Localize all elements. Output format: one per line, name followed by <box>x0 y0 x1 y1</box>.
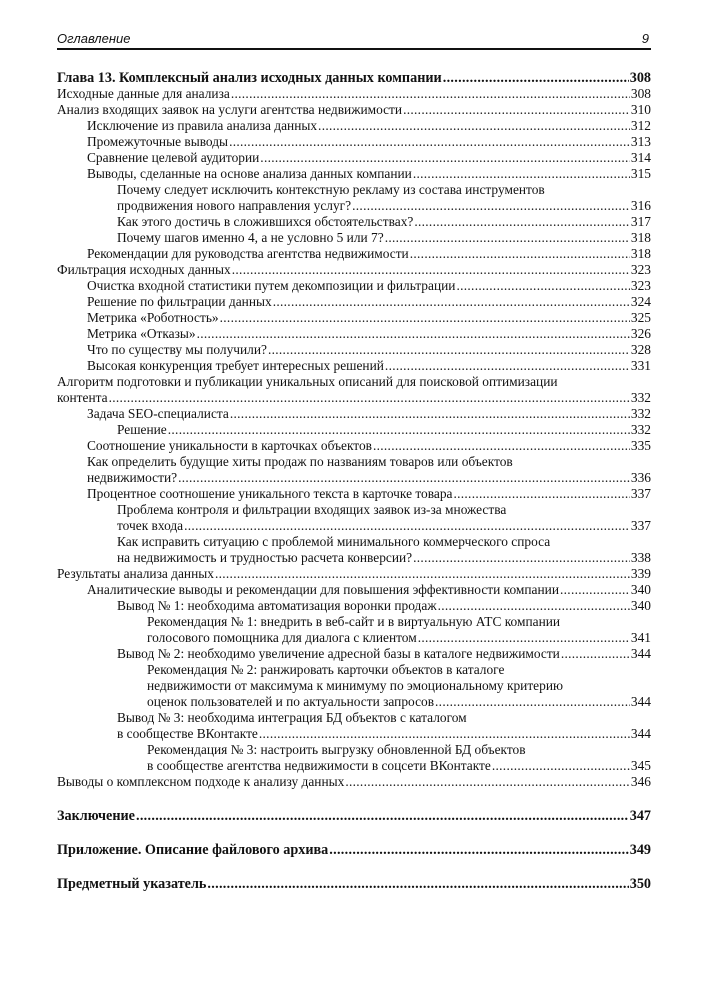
toc-entry-title: Высокая конкуренция требует интересных решений <box>87 358 384 373</box>
dot-leader <box>413 166 630 182</box>
toc-entry-title: на недвижимость и трудностью расчета конверсии? <box>117 550 413 565</box>
toc-entry[interactable] <box>57 582 651 598</box>
dot-leader <box>136 808 629 824</box>
dot-leader <box>456 278 629 294</box>
dot-leader <box>273 294 630 310</box>
toc-page-number: 328 <box>630 342 651 357</box>
dot-leader <box>385 230 630 246</box>
toc-entry-title: голосового помощника для диалога с клиентом <box>147 630 417 645</box>
toc-page-number: 345 <box>630 758 651 773</box>
toc-entry[interactable] <box>57 646 651 662</box>
toc-page-number: 332 <box>630 422 651 437</box>
toc-entry-title: Решение по фильтрации данных <box>87 294 272 309</box>
dot-leader <box>413 550 630 566</box>
dot-leader <box>352 198 630 214</box>
toc-entry[interactable] <box>57 230 651 246</box>
toc-entry-title: Аналитические выводы и рекомендации для повышения эффективности компании <box>87 582 559 597</box>
toc-entry-title: в сообществе ВКонтакте <box>117 726 258 741</box>
toc-page-number: 315 <box>630 166 651 181</box>
toc-page-number: 337 <box>630 518 651 533</box>
toc-entry-title: Предметный указатель <box>57 876 207 892</box>
toc-page-number: 324 <box>630 294 651 309</box>
dot-leader <box>435 694 630 710</box>
toc-entry[interactable] <box>57 486 651 502</box>
toc-entry-title: Метрика «Отказы» <box>87 326 196 341</box>
toc-entry-title: Фильтрация исходных данных <box>57 262 231 277</box>
dot-leader <box>184 518 630 534</box>
dot-leader <box>492 758 630 774</box>
toc-entry[interactable] <box>57 70 651 86</box>
toc-entry[interactable] <box>57 808 651 824</box>
toc-entry-title: Соотношение уникальности в карточках объектов <box>87 438 372 453</box>
toc-entry-title: Метрика «Роботность» <box>87 310 219 325</box>
toc-entry[interactable] <box>57 422 651 438</box>
toc-entry-text-line: Как определить будущие хиты продаж по названиям товаров или объектов <box>87 454 513 469</box>
toc-entry[interactable] <box>57 278 651 294</box>
toc-page-number: 313 <box>630 134 651 149</box>
toc-entry[interactable] <box>57 438 651 454</box>
toc-page-number: 344 <box>630 726 651 741</box>
toc-page-number: 314 <box>630 150 651 165</box>
toc-entry[interactable] <box>57 134 651 150</box>
toc-entry[interactable] <box>57 214 651 230</box>
toc-entry[interactable] <box>57 566 651 582</box>
toc-entry[interactable] <box>57 842 651 858</box>
toc-page-number: 323 <box>630 278 651 293</box>
toc-page-number: 326 <box>630 326 651 341</box>
toc-page-number: 310 <box>630 102 651 117</box>
toc-entry[interactable] <box>57 876 651 892</box>
dot-leader <box>229 134 630 150</box>
toc-entry[interactable] <box>57 86 651 102</box>
toc-page-number: 346 <box>630 774 651 789</box>
toc-entry[interactable] <box>57 246 651 262</box>
toc-page-number: 331 <box>630 358 651 373</box>
dot-leader <box>230 406 630 422</box>
toc-page-number: 340 <box>630 598 651 613</box>
dot-leader <box>418 630 630 646</box>
toc-entry-text-line: недвижимости от максимума к минимуму по эмоциональному критерию <box>147 678 563 693</box>
toc-entry-text-line: Рекомендация № 2: ранжировать карточки объектов в каталоге <box>147 662 505 677</box>
toc-entry[interactable] <box>57 406 651 422</box>
toc-entry-title: Промежуточные выводы <box>87 134 229 149</box>
toc-page-number: 318 <box>630 246 651 261</box>
header-title: Оглавление <box>57 31 131 46</box>
toc-entry-title: Рекомендации для руководства агентства недвижимости <box>87 246 409 261</box>
toc-entry[interactable] <box>57 294 651 310</box>
toc-page-number: 308 <box>630 86 651 101</box>
toc-entry-title: Приложение. Описание файлового архива <box>57 842 329 858</box>
toc-entry[interactable] <box>57 182 651 214</box>
dot-leader <box>232 262 630 278</box>
toc-entry-title: в сообществе агентства недвижимости в соцсети ВКонтакте <box>147 758 491 773</box>
toc-entry-title: Что по существу мы получили? <box>87 342 267 357</box>
toc-entry[interactable] <box>57 342 651 358</box>
toc-page-number: 336 <box>630 470 651 485</box>
dot-leader <box>178 470 630 486</box>
toc-entry-text-line: Рекомендация № 1: внедрить в веб-сайт и в виртуальную АТС компании <box>147 614 561 629</box>
dot-leader <box>268 342 630 358</box>
toc-entry-title: Почему шагов именно 4, а не условно 5 или 7? <box>117 230 384 245</box>
toc-entry[interactable] <box>57 102 651 118</box>
dot-leader <box>207 876 628 892</box>
toc-entry-title: Исключение из правила анализа данных <box>87 118 318 133</box>
toc-entry[interactable] <box>57 454 651 486</box>
toc-page-number: 347 <box>629 808 651 824</box>
toc-entry-title: продвижения нового направления услуг? <box>117 198 352 213</box>
toc-entry[interactable] <box>57 358 651 374</box>
toc-entry[interactable] <box>57 502 651 534</box>
toc-entry-title: контента <box>57 390 108 405</box>
dot-leader <box>168 422 630 438</box>
dot-leader <box>373 438 630 454</box>
toc-entry-title: Выводы, сделанные на основе анализа данных компании <box>87 166 412 181</box>
dot-leader <box>561 646 630 662</box>
toc-entry-text-line: Почему следует исключить контекстную рекламу из состава инструментов <box>117 182 545 197</box>
toc-page-number: 350 <box>629 876 651 892</box>
toc-page-number: 344 <box>630 694 651 709</box>
dot-leader <box>220 310 630 326</box>
dot-leader <box>410 246 630 262</box>
dot-leader <box>318 118 630 134</box>
dot-leader <box>259 726 630 742</box>
toc-entry-title: Очистка входной статистики путем декомпозиции и фильтрации <box>87 278 456 293</box>
toc-entry-title: Вывод № 1: необходима автоматизация воронки продаж <box>117 598 437 613</box>
toc-entry-title: Заключение <box>57 808 135 824</box>
toc-entry[interactable] <box>57 598 651 614</box>
toc-page-number: 325 <box>630 310 651 325</box>
toc-page-number: 339 <box>630 566 651 581</box>
toc-entry-title: недвижимости? <box>87 470 178 485</box>
toc-page-number: 340 <box>630 582 651 597</box>
toc-entry-title: Анализ входящих заявок на услуги агентства недвижимости <box>57 102 403 117</box>
toc-entry[interactable] <box>57 534 651 566</box>
toc-page-number: 318 <box>630 230 651 245</box>
toc-entry[interactable] <box>57 262 651 278</box>
toc-page-number: 341 <box>630 630 651 645</box>
toc-entry-title: Исходные данные для анализа <box>57 86 230 101</box>
toc-entry-title: Результаты анализа данных <box>57 566 214 581</box>
toc-page-number: 338 <box>630 550 651 565</box>
toc-entry-title: Процентное соотношение уникального текста в карточке товара <box>87 486 453 501</box>
toc-page-number: 332 <box>630 390 651 405</box>
table-of-contents <box>57 70 651 892</box>
toc-page-number: 312 <box>630 118 651 133</box>
toc-page-number: 323 <box>630 262 651 277</box>
dot-leader <box>403 102 630 118</box>
toc-entry-title: Сравнение целевой аудитории <box>87 150 260 165</box>
toc-page-number: 344 <box>630 646 651 661</box>
toc-entry[interactable] <box>57 118 651 134</box>
toc-entry-text-line: Проблема контроля и фильтрации входящих заявок из-за множества <box>117 502 507 517</box>
toc-entry[interactable] <box>57 614 651 646</box>
toc-entry[interactable] <box>57 326 651 342</box>
toc-entry-title: Глава 13. Комплексный анализ исходных данных компании <box>57 70 442 86</box>
dot-leader <box>385 358 630 374</box>
toc-page-number: 337 <box>630 486 651 501</box>
toc-entry[interactable] <box>57 742 651 774</box>
toc-entry-text-line: Вывод № 3: необходима интеграция БД объектов с каталогом <box>117 710 467 725</box>
toc-entry-text-line: Алгоритм подготовки и публикации уникальных описаний для поисковой оптимизации <box>57 374 558 389</box>
toc-page-number: 308 <box>629 70 651 86</box>
toc-page-number: 332 <box>630 406 651 421</box>
toc-entry-text-line: Рекомендация № 3: настроить выгрузку обновленной БД объектов <box>147 742 526 757</box>
dot-leader <box>231 86 630 102</box>
toc-page-number: 316 <box>630 198 651 213</box>
toc-entry[interactable] <box>57 150 651 166</box>
dot-leader <box>453 486 629 502</box>
dot-leader <box>345 774 630 790</box>
toc-page-number: 349 <box>629 842 651 858</box>
toc-entry[interactable] <box>57 166 651 182</box>
toc-entry[interactable] <box>57 310 651 326</box>
toc-entry-title: Как этого достичь в сложившихся обстоятельствах? <box>117 214 414 229</box>
dot-leader <box>260 150 630 166</box>
toc-page-number: 317 <box>630 214 651 229</box>
toc-entry[interactable] <box>57 774 651 790</box>
dot-leader <box>443 70 629 86</box>
toc-page-number: 335 <box>630 438 651 453</box>
toc-entry-title: точек входа <box>117 518 184 533</box>
toc-entry-title: Выводы о комплексном подходе к анализу данных <box>57 774 345 789</box>
dot-leader <box>414 214 630 230</box>
toc-entry-title: оценок пользователей и по актуальности запросов <box>147 694 435 709</box>
header-page-number: 9 <box>641 31 649 46</box>
toc-entry[interactable] <box>57 710 651 742</box>
toc-entry-title: Вывод № 2: необходимо увеличение адресной базы в каталоге недвижимости <box>117 646 560 661</box>
dot-leader <box>197 326 630 342</box>
dot-leader <box>329 842 628 858</box>
dot-leader <box>560 582 630 598</box>
dot-leader <box>438 598 630 614</box>
dot-leader <box>215 566 630 582</box>
running-header <box>57 28 651 50</box>
toc-entry[interactable] <box>57 374 651 406</box>
dot-leader <box>109 390 630 406</box>
toc-entry[interactable] <box>57 662 651 710</box>
toc-entry-text-line: Как исправить ситуацию с проблемой минимального коммерческого спроса <box>117 534 551 549</box>
toc-entry-title: Задача SEO-специалиста <box>87 406 229 421</box>
toc-entry-title: Решение <box>117 422 167 437</box>
